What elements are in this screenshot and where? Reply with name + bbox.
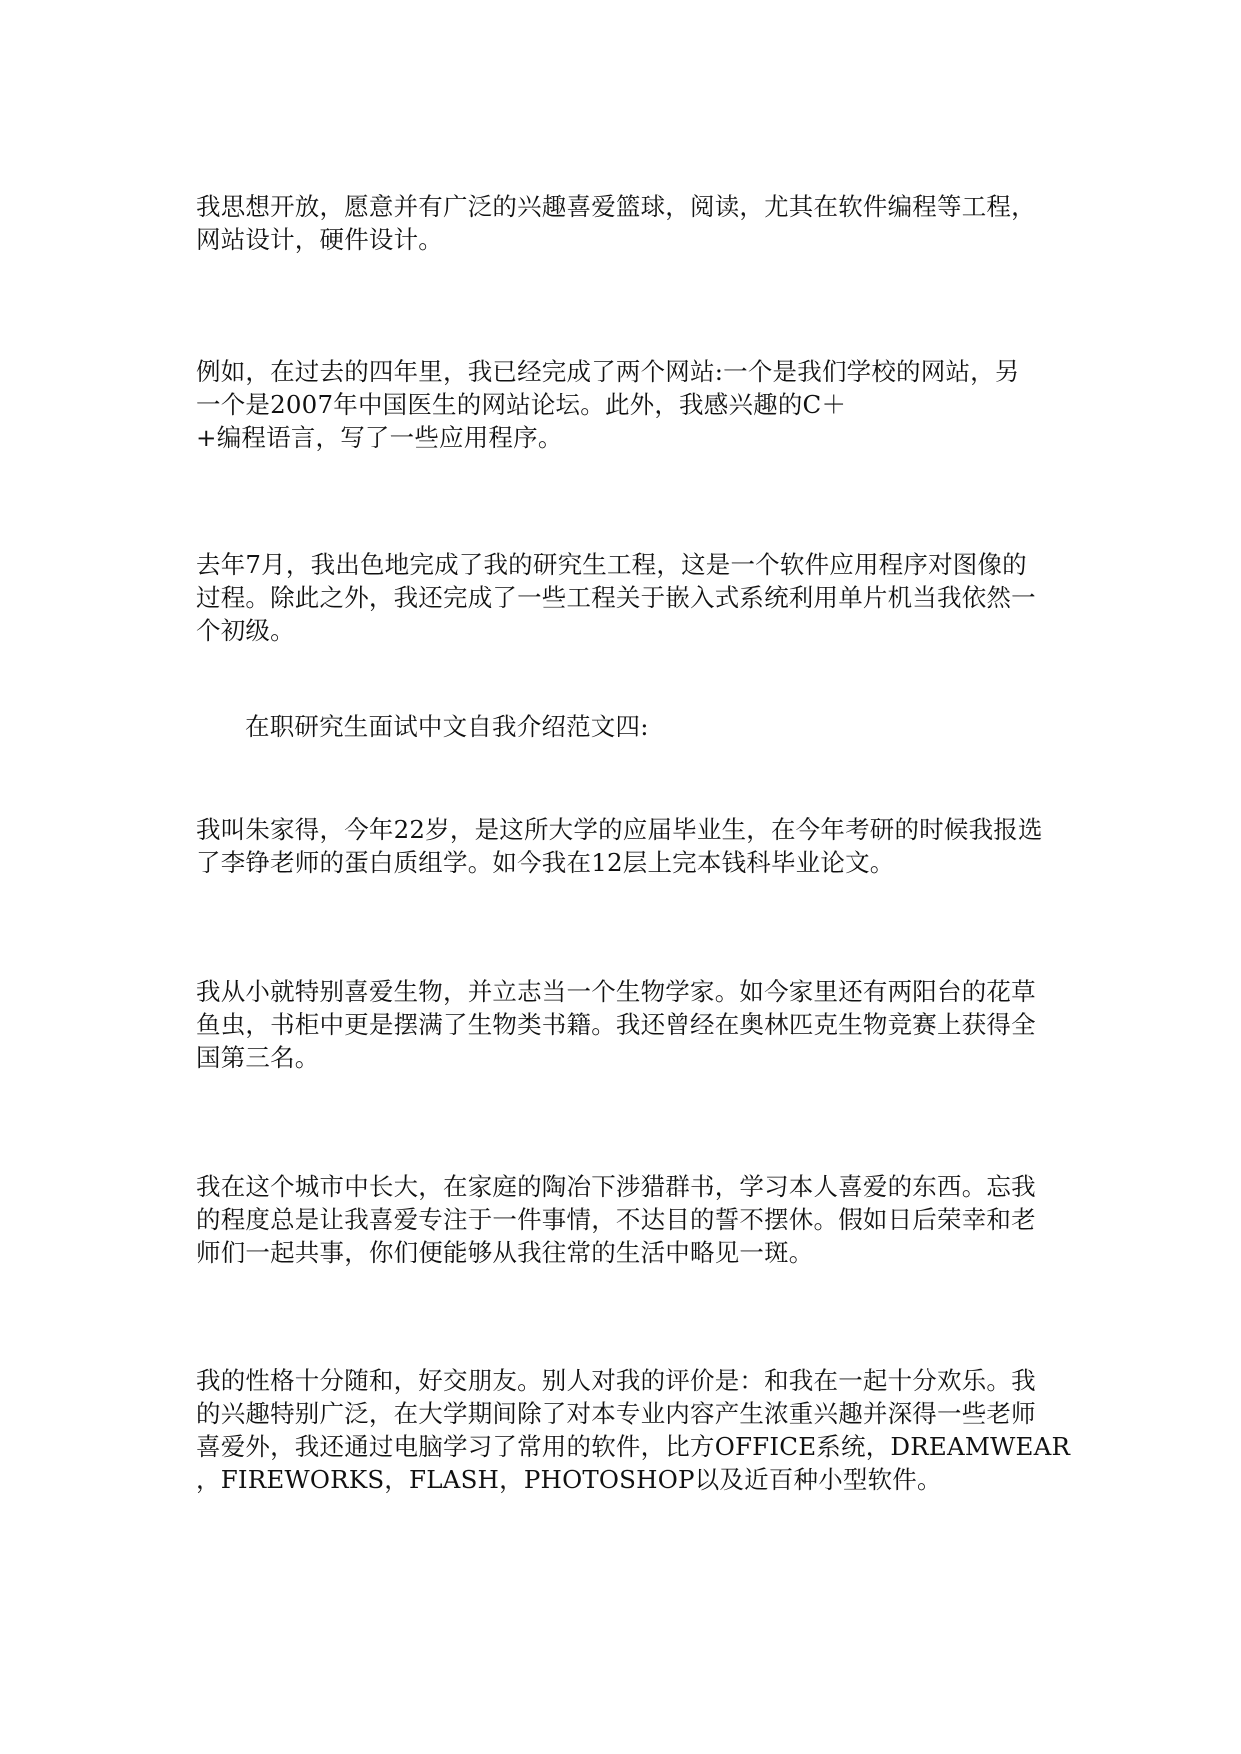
text-line: 了李铮老师的蛋白质组学。如今我在12层上完本钱科毕业论文。 <box>196 848 895 877</box>
text-line: 我思想开放，愿意并有广泛的兴趣喜爱篮球，阅读，尤其在软件编程等工程， <box>196 192 1036 221</box>
section-heading: 在职研究生面试中文自我介绍范文四: <box>245 712 649 741</box>
paragraph-graduate-project <box>196 548 1056 647</box>
text-line: 我叫朱家得，今年22岁，是这所大学的应届毕业生，在今年考研的时候我报选 <box>196 815 1043 844</box>
text-line: 的程度总是让我喜爱专注于一件事情，不达目的誓不摆休。假如日后荣幸和老 <box>196 1205 1036 1234</box>
text-line: 的兴趣特别广泛，在大学期间除了对本专业内容产生浓重兴趣并深得一些老师 <box>196 1399 1036 1428</box>
text-line: 一个是2007年中国医生的网站论坛。此外，我感兴趣的C＋ <box>196 390 847 419</box>
text-line: 喜爱外，我还通过电脑学习了常用的软件，比方OFFICE系统，DREAMWEAR <box>196 1432 1071 1461</box>
text-line: 鱼虫，书柜中更是摆满了生物类书籍。我还曾经在奥林匹克生物竞赛上获得全 <box>196 1010 1036 1039</box>
text-line: 过程。除此之外，我还完成了一些工程关于嵌入式系统利用单片机当我依然一 <box>196 583 1036 612</box>
paragraph-upbringing <box>196 1170 1056 1269</box>
text-line: +编程语言，写了一些应用程序。 <box>196 423 563 452</box>
text-line: ，FIREWORKS，FLASH，PHOTOSHOP以及近百种小型软件。 <box>196 1465 942 1494</box>
text-line: 我从小就特别喜爱生物，并立志当一个生物学家。如今家里还有两阳台的花草 <box>196 977 1036 1006</box>
text-line: 我的性格十分随和，好交朋友。别人对我的评价是：和我在一起十分欢乐。我 <box>196 1366 1036 1395</box>
paragraph-biology <box>196 975 1056 1074</box>
text-line: 例如，在过去的四年里，我已经完成了两个网站:一个是我们学校的网站，另 <box>196 357 1020 386</box>
text-line: 个初级。 <box>196 616 295 645</box>
paragraph-introduction <box>196 813 1056 879</box>
paragraph-websites <box>196 355 1056 454</box>
text-line: 国第三名。 <box>196 1043 320 1072</box>
text-line: 师们一起共事，你们便能够从我往常的生活中略见一斑。 <box>196 1238 814 1267</box>
text-line: 我在这个城市中长大，在家庭的陶冶下涉猎群书，学习本人喜爱的东西。忘我 <box>196 1172 1036 1201</box>
paragraph-interests <box>196 190 1056 256</box>
text-line: 去年7月，我出色地完成了我的研究生工程，这是一个软件应用程序对图像的 <box>196 550 1027 579</box>
text-line: 网站设计，硬件设计。 <box>196 225 443 254</box>
paragraph-personality <box>196 1364 1071 1496</box>
